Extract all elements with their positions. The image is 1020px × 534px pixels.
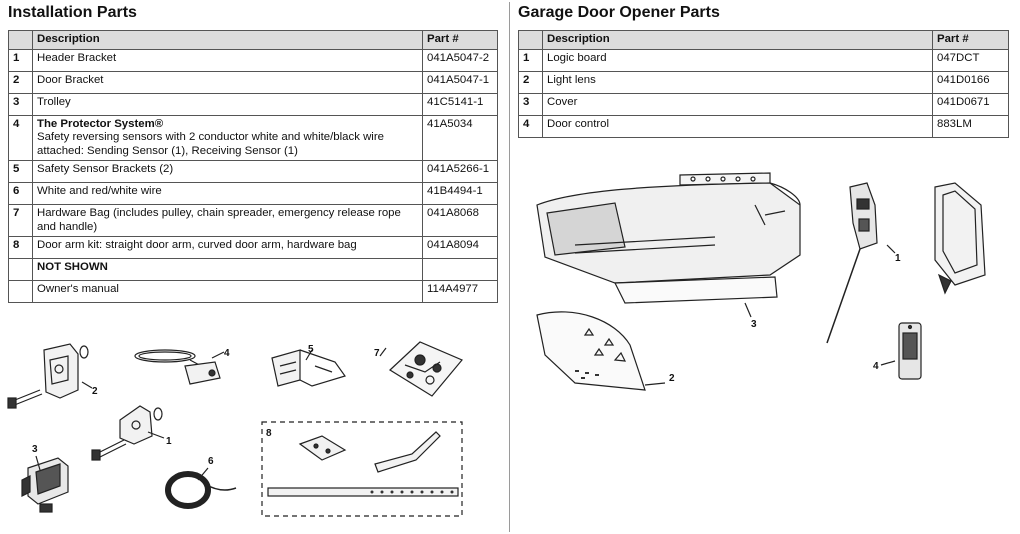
protector-system-description: Safety reversing sensors with 2 conductor white and white/black wire attached: Sending Sensor (1), Receiving Sensor (1) xyxy=(37,131,384,157)
table-row: Owner's manual 114A4977 xyxy=(9,281,498,303)
wire-coil-drawing xyxy=(168,474,236,506)
callout-4: 4 xyxy=(873,361,879,372)
protector-system-title: The Protector System® xyxy=(37,117,164,130)
table-header-row xyxy=(519,31,1009,50)
table-row: 3 Trolley 41C5141-1 xyxy=(9,93,498,115)
callout-7: 7 xyxy=(374,348,380,359)
table-row: NOT SHOWN xyxy=(9,259,498,281)
table-row: 5 Safety Sensor Brackets (2) 041A5266-1 xyxy=(9,161,498,183)
callout-2: 2 xyxy=(92,386,98,397)
door-control-drawing xyxy=(899,323,921,379)
installation-parts-title: Installation Parts xyxy=(8,4,137,21)
callout-5: 5 xyxy=(308,344,314,355)
header-part: Part # xyxy=(933,31,1009,50)
callout-3: 3 xyxy=(32,444,38,455)
table-row: 2 Light lens 041D0166 xyxy=(519,71,1009,93)
callout-8: 8 xyxy=(266,428,272,439)
opener-parts-title: Garage Door Opener Parts xyxy=(518,4,720,21)
door-arm-kit-drawing xyxy=(262,422,462,516)
table-row: 4 The Protector System® Safety reversing sensors with 2 conductor white and white/black wire attached: Sending Sensor (1), Receiving Sensor (1) 41A5034 xyxy=(9,115,498,161)
header-description: Description xyxy=(543,31,933,50)
callout-1: 1 xyxy=(895,253,901,264)
table-row: 1 Header Bracket 041A5047-2 xyxy=(9,49,498,71)
header-description: Description xyxy=(33,31,423,50)
opener-parts-illustration xyxy=(515,165,1020,534)
header-num xyxy=(519,31,543,50)
callout-2: 2 xyxy=(669,373,675,384)
logic-board-drawing xyxy=(827,183,877,343)
trolley-drawing xyxy=(22,458,68,512)
callout-3: 3 xyxy=(751,319,757,330)
hardware-bag-drawing xyxy=(390,342,462,396)
header-num xyxy=(9,31,33,50)
callout-4: 4 xyxy=(224,348,230,359)
safety-sensor-drawing xyxy=(135,350,220,384)
light-lens-drawing xyxy=(537,312,645,390)
callout-1: 1 xyxy=(166,436,172,447)
opener-parts-table xyxy=(518,30,1009,138)
table-row: 4 Door control 883LM xyxy=(519,115,1009,137)
header-part: Part # xyxy=(423,31,498,50)
installation-parts-illustration xyxy=(0,320,505,534)
opener-cover-drawing xyxy=(537,173,800,303)
table-row: 2 Door Bracket 041A5047-1 xyxy=(9,71,498,93)
door-bracket-drawing xyxy=(8,344,88,408)
table-header-row xyxy=(9,31,498,50)
section-divider xyxy=(509,2,510,532)
installation-parts-table xyxy=(8,30,498,303)
table-row: 1 Logic board 047DCT xyxy=(519,49,1009,71)
table-row: 6 White and red/white wire 41B4494-1 xyxy=(9,183,498,205)
table-row: 7 Hardware Bag (includes pulley, chain spreader, emergency release rope and handle) 041A8068 xyxy=(9,205,498,237)
callout-6: 6 xyxy=(208,456,214,467)
side-panel-drawing xyxy=(935,183,985,293)
table-row: 3 Cover 041D0671 xyxy=(519,93,1009,115)
table-row: 8 Door arm kit: straight door arm, curved door arm, hardware bag 041A8094 xyxy=(9,237,498,259)
